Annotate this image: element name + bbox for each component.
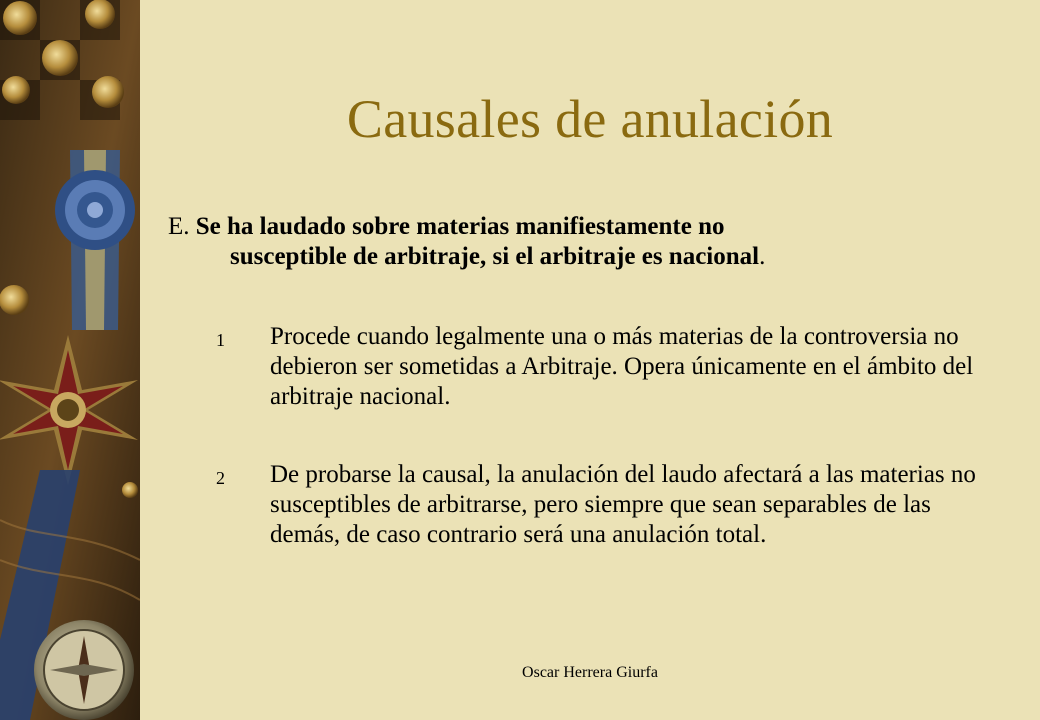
sub-point-1 — [216, 322, 976, 412]
main-point-letter: E. — [168, 213, 190, 240]
main-point-text-line2: susceptible de arbitraje, si el arbitraje es nacional — [230, 243, 760, 270]
sub-point-number: 2 — [216, 468, 225, 488]
sub-point-text: Procede cuando legalmente una o más materias de la controversia no debieron ser sometidas a Arbitraje. Opera únicamente en el ámbito del arbitraje nacional. — [270, 323, 974, 410]
main-point-text-line1: Se ha laudado sobre materias manifiestamente no — [195, 213, 725, 240]
sub-point-text: De probarse la causal, la anulación del laudo afectará a las materias no susceptibles de arbitrarse, pero siempre que sean separables de las demás, de caso contrario será una anulación total. — [270, 461, 976, 548]
main-point-trailing: . — [759, 243, 766, 270]
main-point — [168, 212, 968, 272]
slide-footer: Oscar Herrera Giurfa — [522, 664, 658, 681]
compass-icon — [34, 620, 134, 720]
decorative-collage — [0, 0, 140, 720]
rosette-icon — [55, 170, 135, 250]
slide-title: Causales de anulación — [346, 89, 834, 149]
collage-svg — [0, 0, 140, 720]
sub-point-2 — [216, 460, 976, 550]
sub-point-number: 1 — [216, 330, 225, 350]
main-point-line2 — [168, 242, 968, 272]
